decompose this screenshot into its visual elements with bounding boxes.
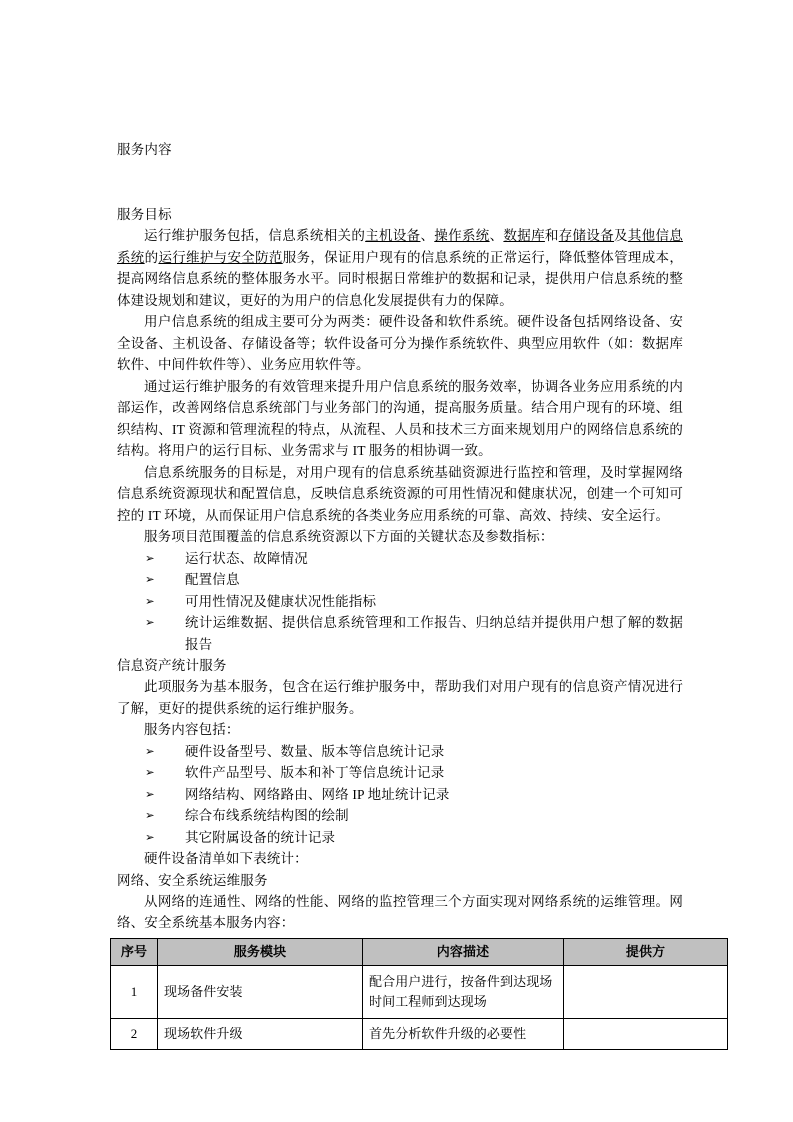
table-row — [111, 965, 728, 1018]
run-underline-database: 数据库 — [503, 228, 545, 243]
arrow-bullet-icon: ➢ — [145, 593, 155, 608]
list-item-label: 网络结构、网络路由、网络 IP 地址统计记录 — [185, 786, 450, 802]
table-header-row — [111, 938, 728, 965]
list-item-label: 运行状态、故障情况 — [185, 550, 308, 566]
run-plain-7: 服务，保证用户现有的信息系统的正常运行，降低整体管理成本，提高网络信息系统的整体服务水平。同时根据日常维护的数据和记录，提供用户信息系统的整体建设规划和建议，更好的为用户的信息化发展提供有力的保障。 — [117, 249, 683, 308]
list-asset-statistics-contents — [117, 741, 683, 849]
list-item-label: 其它附属设备的统计记录 — [185, 829, 336, 845]
run-plain-1: 运行维护服务包括，信息系统相关的 — [144, 228, 366, 243]
run-underline-other-information-systems: 其他信息系统 — [117, 228, 683, 265]
paragraph-scope-coverage: 服务项目范围覆盖的信息系统资源以下方面的关键状态及参数指标： — [144, 529, 554, 544]
page-title: 服务内容 — [117, 142, 172, 157]
table-cell-provider — [564, 965, 728, 1018]
paragraph-hardware-list-note: 硬件设备清单如下表统计： — [144, 851, 308, 866]
list-item — [117, 762, 683, 784]
arrow-bullet-icon: ➢ — [145, 765, 155, 779]
section-heading-network-security: 网络、安全系统运维服务 — [117, 872, 268, 888]
list-item — [117, 827, 683, 849]
list-item-label: 可用性情况及健康状况性能指标 — [185, 593, 377, 609]
paragraph-service-scope — [117, 225, 683, 311]
table-header-description: 内容描述 — [363, 938, 564, 965]
list-item — [117, 805, 683, 827]
table-cell-seq: 2 — [111, 1018, 158, 1049]
section-heading-service-goal: 服务目标 — [117, 207, 172, 222]
table-header-provider: 提供方 — [564, 938, 728, 965]
table-header-module: 服务模块 — [158, 938, 363, 965]
list-item-label: 软件产品型号、版本和补丁等信息统计记录 — [185, 765, 445, 780]
section-heading-asset-statistics: 信息资产统计服务 — [117, 658, 227, 673]
table-cell-seq: 1 — [111, 965, 158, 1018]
table-row — [111, 1018, 728, 1049]
paragraph-effective-management: 通过运行维护服务的有效管理来提升用户信息系统的服务效率，协调各业务应用系统的内部运作，改善网络信息系统部门与业务部门的沟通，提高服务质量。结合用户现有的环境、组织结构、IT 资源和管理流程的特点，从流程、人员和技术三方面来规划用户的网络信息系统的结构。将用户的运行目标、业务需求与 IT 服务的相协调一致。 — [117, 378, 683, 458]
arrow-bullet-icon: ➢ — [145, 808, 155, 822]
list-item — [117, 784, 683, 806]
table-cell-provider — [564, 1018, 728, 1049]
list-item-label: 硬件设备型号、数量、版本等信息统计记录 — [185, 743, 445, 759]
table-header-seq: 序号 — [111, 938, 158, 965]
paragraph-service-contents-intro: 服务内容包括： — [144, 722, 240, 737]
arrow-bullet-icon: ➢ — [145, 550, 155, 565]
run-underline-storage-equipment: 存储设备 — [558, 228, 615, 243]
table-cell-module: 现场软件升级 — [158, 1018, 363, 1049]
list-item-label: 配置信息 — [185, 572, 240, 587]
run-underline-maintenance-and-security: 运行维护与安全防范 — [158, 249, 283, 265]
run-plain-6: 的 — [144, 249, 159, 265]
list-item-label: 综合布线系统结构图的绘制 — [185, 808, 349, 823]
paragraph-network-management: 从网络的连通性、网络的性能、网络的监控管理三个方面实现对网络系统的运维管理。网络、安全系统基本服务内容： — [117, 893, 683, 930]
list-item — [117, 612, 683, 655]
list-item — [117, 741, 683, 763]
list-item-label: 统计运维数据、提供信息系统管理和工作报告、归纳总结并提供用户想了解的数据报告 — [185, 615, 683, 652]
run-plain-3: 、 — [489, 228, 504, 243]
run-underline-operating-system: 操作系统 — [434, 228, 490, 243]
arrow-bullet-icon: ➢ — [145, 572, 155, 586]
table-body — [111, 965, 728, 1049]
paragraph-basic-service: 此项服务为基本服务，包含在运行维护服务中，帮助我们对用户现有的信息资产情况进行了解，更好的提供系统的运行维护服务。 — [117, 679, 683, 716]
run-underline-host-equipment: 主机设备 — [365, 228, 421, 243]
table-cell-module: 现场备件安装 — [158, 965, 363, 1018]
arrow-bullet-icon: ➢ — [145, 615, 155, 629]
table-head — [111, 938, 728, 965]
list-item — [117, 591, 683, 613]
run-plain-2: 、 — [420, 228, 435, 243]
run-plain-5: 及 — [614, 228, 628, 243]
list-key-status-indicators — [117, 548, 683, 656]
table-cell-description: 配合用户进行，按备件到达现场时间工程师到达现场 — [363, 965, 564, 1018]
paragraph-service-objective: 信息系统服务的目标是，对用户现有的信息系统基础资源进行监控和管理，及时掌握网络信息系统资源现状和配置信息，反映信息系统资源的可用性情况和健康状况，创建一个可知可控的 IT 环境，从而保证用户信息系统的各类业务应用系统的可靠、高效、持续、安全运行。 — [117, 464, 683, 523]
arrow-bullet-icon: ➢ — [145, 829, 155, 844]
table-cell-description: 首先分析软件升级的必要性 — [363, 1018, 564, 1049]
arrow-bullet-icon: ➢ — [145, 743, 155, 758]
arrow-bullet-icon: ➢ — [145, 786, 155, 801]
run-plain-4: 和 — [544, 228, 559, 243]
list-item — [117, 548, 683, 570]
paragraph-system-composition: 用户信息系统的组成主要可分为两类：硬件设备和软件系统。硬件设备包括网络设备、安全设备、主机设备、存储设备等；软件设备可分为操作系统软件、典型应用软件（如：数据库软件、中间件软件等）、业务应用软件等。 — [117, 314, 683, 372]
service-modules-table — [110, 938, 728, 1050]
list-item — [117, 569, 683, 591]
